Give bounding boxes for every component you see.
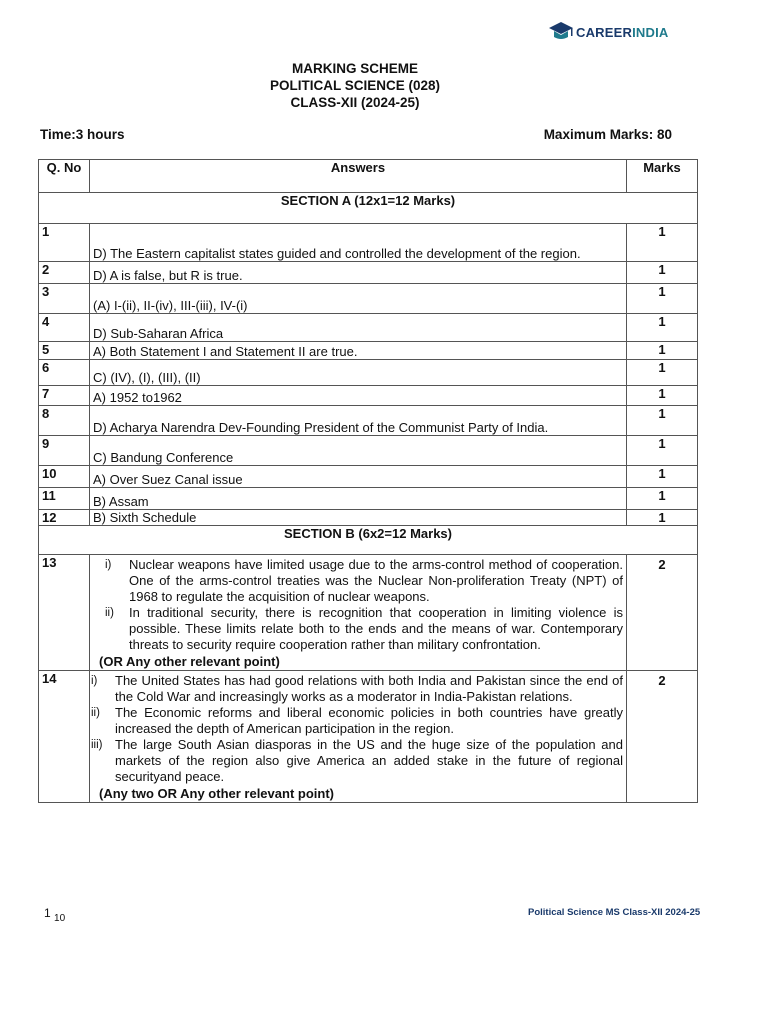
answer-points: [90, 671, 627, 803]
question-number: 12: [39, 510, 90, 526]
point-item: [105, 605, 623, 653]
question-number: 10: [39, 466, 90, 488]
point-list: [93, 557, 623, 653]
table-row: [39, 314, 698, 342]
answer-text: B) Sixth Schedule: [90, 510, 627, 526]
graduation-cap-icon: [548, 20, 574, 44]
point-text: The United States has had good relations with both India and Pakistan since the end of the Cold War and increasingly works as a moderator in India-Pakistan relations.: [115, 673, 623, 704]
question-number: 3: [39, 284, 90, 314]
marks-value: 1: [627, 436, 698, 466]
point-list: [93, 673, 623, 785]
marks-value: 1: [627, 224, 698, 262]
marks-value: 1: [627, 406, 698, 436]
marks-value: 1: [627, 342, 698, 360]
point-numeral: i): [91, 675, 98, 687]
marks-value: 1: [627, 488, 698, 510]
answer-text: A) Over Suez Canal issue: [90, 466, 627, 488]
table-row: [39, 360, 698, 386]
answer-text: A) 1952 to1962: [90, 386, 627, 406]
marks-value: 1: [627, 262, 698, 284]
marks-value: 1: [627, 386, 698, 406]
point-item: [105, 557, 623, 605]
question-number: 11: [39, 488, 90, 510]
marks-value: 2: [627, 555, 698, 671]
marks-value: 1: [627, 284, 698, 314]
answer-text: D) The Eastern capitalist states guided and controlled the development of the region.: [90, 224, 627, 262]
marks-value: 1: [627, 314, 698, 342]
answer-text: B) Assam: [90, 488, 627, 510]
answer-points: [90, 555, 627, 671]
point-item: [91, 705, 623, 737]
table-row: [39, 406, 698, 436]
answer-note: (OR Any other relevant point): [99, 654, 280, 669]
marks-value: 1: [627, 466, 698, 488]
table-row-q13: [39, 555, 698, 671]
point-text: In traditional security, there is recognition that cooperation in limiting violence is possible. These limits relate both to the ends and the means of war. Contemporary threats to security require cooperation rather than military confrontation.: [129, 605, 623, 652]
question-number: 4: [39, 314, 90, 342]
point-text: Nuclear weapons have limited usage due to the arms-control method of cooperation. One of the arms-control treaties was the Nuclear Non-proliferation Treaty (NPT) of 1968 to regulate the acquisition of nuclear weapons.: [129, 557, 623, 604]
answer-note: (Any two OR Any other relevant point): [99, 786, 334, 801]
answer-text: (A) I-(ii), II-(iv), III-(iii), IV-(i): [90, 284, 627, 314]
answer-text: A) Both Statement I and Statement II are true.: [90, 342, 627, 360]
question-number: 14: [39, 671, 90, 803]
answer-text: D) A is false, but R is true.: [90, 262, 627, 284]
header-answers: Answers: [90, 160, 627, 193]
footer-title: Political Science MS Class-XII 2024-25: [528, 907, 701, 918]
question-number: 1: [39, 224, 90, 262]
answer-text: C) Bandung Conference: [90, 436, 627, 466]
point-numeral: ii): [105, 607, 114, 619]
exam-meta: [40, 127, 672, 142]
table-row: [39, 284, 698, 314]
point-numeral: i): [105, 559, 112, 571]
table-row: [39, 386, 698, 406]
table-row: [39, 436, 698, 466]
section-a-row: [39, 193, 698, 224]
question-number: 8: [39, 406, 90, 436]
section-a-title: SECTION A (12x1=12 Marks): [39, 193, 698, 224]
point-numeral: iii): [91, 739, 103, 751]
marks-value: 1: [627, 360, 698, 386]
heading-line-2: POLITICAL SCIENCE (028): [269, 78, 441, 93]
section-b-title: SECTION B (6x2=12 Marks): [39, 526, 698, 555]
point-text: The large South Asian diasporas in the US and the huge size of the population and markets of the region also give America an added stake in the future of regional securityand peace.: [115, 737, 623, 784]
question-number: 2: [39, 262, 90, 284]
marking-scheme-table: [38, 159, 698, 803]
logo-text-career: CAREER: [576, 24, 633, 40]
table-row: [39, 342, 698, 360]
header-qno: Q. No: [39, 160, 90, 193]
page-total: 10: [54, 913, 66, 924]
question-number: 13: [39, 555, 90, 671]
table-row-q14: [39, 671, 698, 803]
table-row: [39, 466, 698, 488]
question-number: 7: [39, 386, 90, 406]
table-row: [39, 224, 698, 262]
question-number: 6: [39, 360, 90, 386]
max-marks-label: Maximum Marks: 80: [543, 127, 672, 142]
marks-value: 1: [627, 510, 698, 526]
logo-text-india: INDIA: [632, 24, 669, 40]
table-row: [39, 510, 698, 526]
heading-line-1: MARKING SCHEME: [291, 61, 418, 76]
point-item: [91, 737, 623, 785]
table-row: [39, 488, 698, 510]
logo-text: [576, 25, 669, 40]
section-b-row: [39, 526, 698, 555]
question-number: 9: [39, 436, 90, 466]
time-label: Time:3 hours: [40, 127, 125, 142]
answer-text: D) Sub-Saharan Africa: [90, 314, 627, 342]
heading-line-3: CLASS-XII (2024-25): [290, 95, 420, 110]
careerindia-logo: [548, 20, 669, 44]
marks-value: 2: [627, 671, 698, 803]
page-number: [44, 906, 66, 924]
question-number: 5: [39, 342, 90, 360]
point-text: The Economic reforms and liberal economic policies in both countries have greatly increased the depth of American participation in the region.: [115, 705, 623, 736]
table-row: [39, 262, 698, 284]
document-heading: [0, 60, 710, 111]
answer-text: D) Acharya Narendra Dev-Founding President of the Communist Party of India.: [90, 406, 627, 436]
table-header-row: [39, 160, 698, 193]
point-item: [91, 673, 623, 705]
point-numeral: ii): [91, 707, 100, 719]
page-current: 1: [44, 906, 51, 920]
header-marks: Marks: [627, 160, 698, 193]
answer-text: C) (IV), (I), (III), (II): [90, 360, 627, 386]
